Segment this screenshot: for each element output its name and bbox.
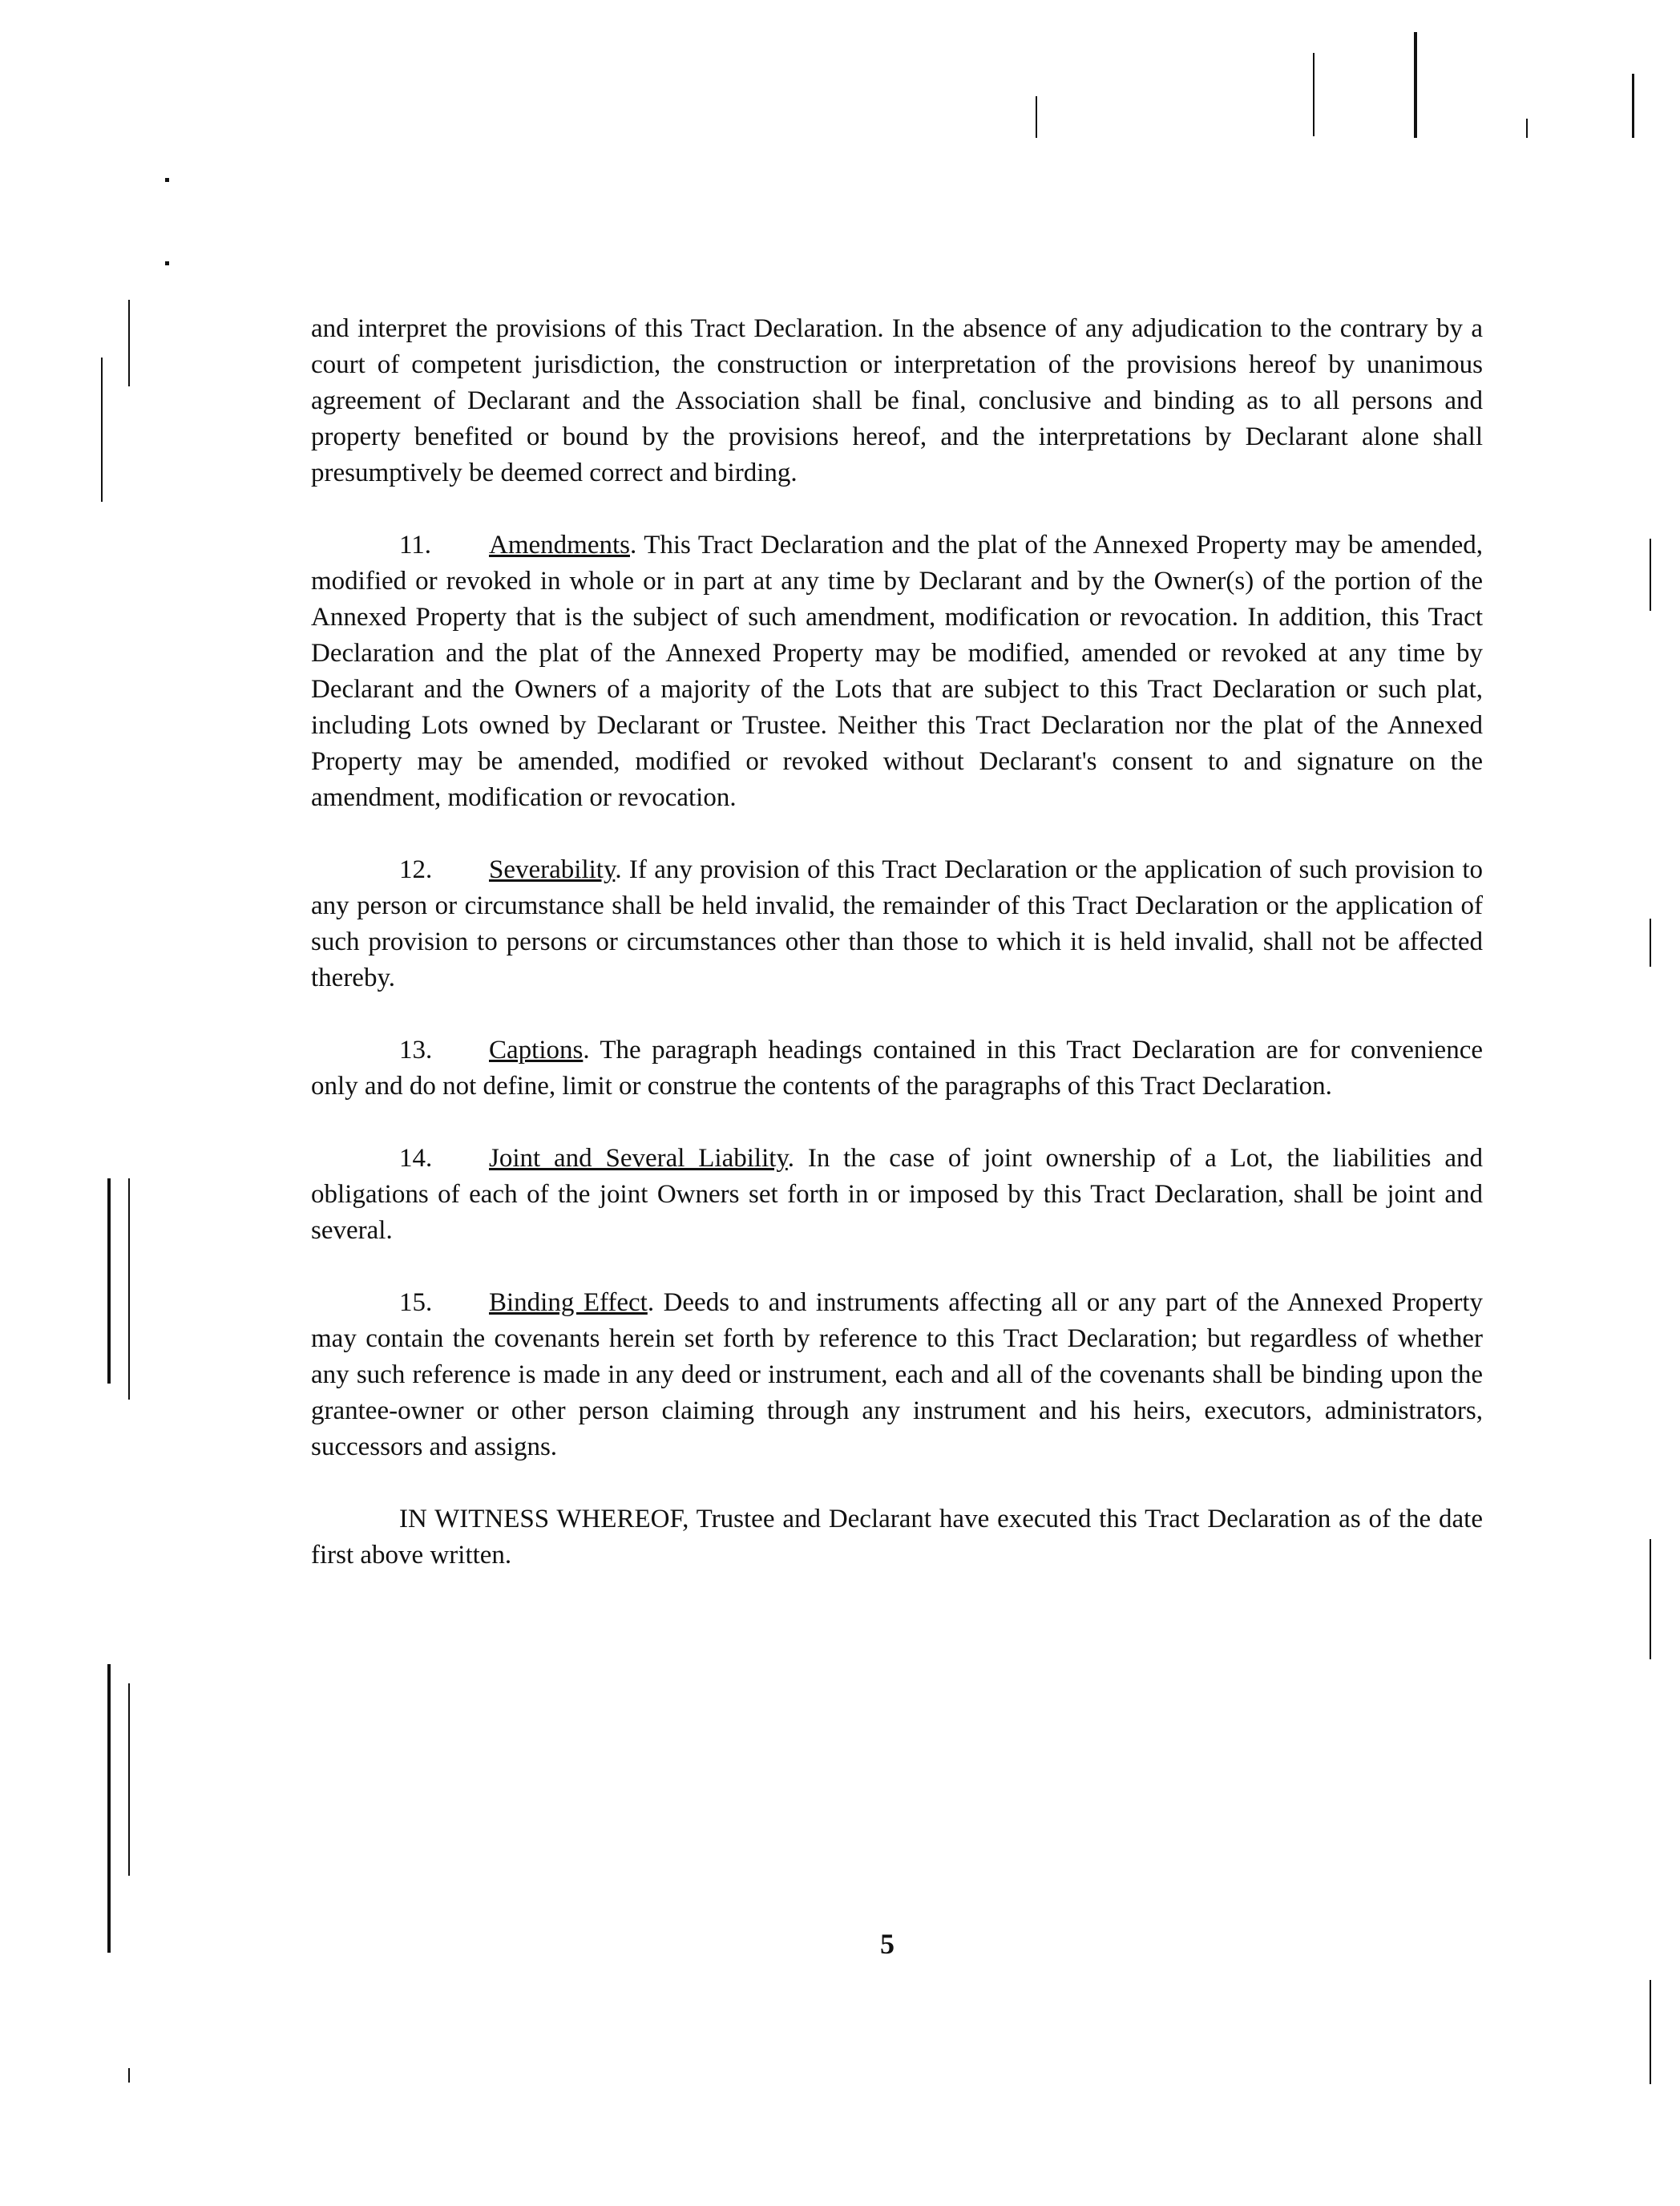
scan-mark-left-6 bbox=[128, 1683, 130, 1876]
section-text: In the case of joint ownership of a Lot, the liabilities and obligations of each of the joint Owners set forth in or imposed by this Tract Declaration, shall be joint and several. bbox=[311, 1144, 1483, 1245]
scan-mark-left-7 bbox=[128, 2068, 130, 2083]
section-12: 12. Severability. If any provision of this Tract Declaration or the application of such provision to any person or circumstance shall be held invalid, the remainder of this Tract Declaration or the application of such provision to persons or circumstances other than those to which it is held invalid, shall not be affected thereby. bbox=[311, 852, 1483, 996]
section-number: 15. bbox=[399, 1288, 433, 1317]
page-number: 5 bbox=[880, 1928, 895, 1960]
scan-mark-left-5 bbox=[107, 1664, 111, 1953]
scan-mark-top-2 bbox=[1313, 53, 1315, 136]
section-number: 14. bbox=[399, 1144, 433, 1173]
scan-mark-left-1 bbox=[128, 300, 130, 386]
section-14: 14. Joint and Several Liability. In the case of joint ownership of a Lot, the liabilities and obligations of each of the joint Owners set forth in or imposed by this Tract Declaration, shall be joint and several. bbox=[311, 1141, 1483, 1249]
witness-paragraph: IN WITNESS WHEREOF, Trustee and Declarant have executed this Tract Declaration as of the date first above written. bbox=[311, 1505, 1483, 1570]
section-15: 15. Binding Effect. Deeds to and instruments affecting all or any part of the Annexed Property may contain the covenants herein set forth by reference to this Tract Declaration; but regardless of whether any such reference is made in any deed or instrument, each and all of the covenants shall be binding upon the grantee-owner or other person claiming through any instrument and his heirs, executors, administrators, successors and assigns. bbox=[311, 1285, 1483, 1465]
scan-mark-right-3 bbox=[1650, 1539, 1651, 1659]
scan-mark-left-3 bbox=[107, 1178, 111, 1384]
document-body bbox=[311, 311, 1483, 1610]
scan-mark-top-5 bbox=[1632, 74, 1634, 138]
section-heading: Amendments bbox=[489, 531, 630, 560]
section-13: 13. Captions. The paragraph headings contained in this Tract Declaration are for convenience only and do not define, limit or construe the contents of the paragraphs of this Tract Declaration. bbox=[311, 1032, 1483, 1105]
section-11: 11. Amendments. This Tract Declaration and the plat of the Annexed Property may be amended, modified or revoked in whole or in part at any time by Declarant and by the Owner(s) of the portion of the Annexed Property that is the subject of such amendment, modification or revocation. In addition, this Tract Declaration and the plat of the Annexed Property may be modified, amended or revoked at any time by Declarant and the Owners of a majority of the Lots that are subject to this Tract Declaration or such plat, including Lots owned by Declarant or Trustee. Neither this Tract Declaration nor the plat of the Annexed Property may be amended, modified or revoked without Declarant's consent to and signature on the amendment, modification or revocation. bbox=[311, 527, 1483, 816]
section-number: 13. bbox=[399, 1036, 433, 1065]
scan-mark-left-2 bbox=[101, 358, 103, 502]
section-heading: Captions bbox=[489, 1036, 584, 1065]
intro-paragraph: and interpret the provisions of this Tract Declaration. In the absence of any adjudication to the contrary by a court of competent jurisdiction, the construction or interpretation of the provisions hereof by unanimous agreement of Declarant and the Association shall be final, conclusive and binding as to all persons and property benefited or bound by the provisions hereof, and the interpretations by Declarant alone shall presumptively be deemed correct and birding. bbox=[311, 314, 1483, 487]
section-text: Deeds to and instruments affecting all or any part of the Annexed Property may contain the covenants herein set forth by reference to this Tract Declaration; but regardless of whether any such reference is made in any deed or instrument, each and all of the covenants shall be binding upon the grantee-owner or other person claiming through any instrument and his heirs, executors, administrators, successors and assigns. bbox=[311, 1288, 1483, 1461]
scan-mark-right-1 bbox=[1650, 539, 1651, 611]
section-text: This Tract Declaration and the plat of the Annexed Property may be amended, modified or revoked in whole or in part at any time by Declarant and by the Owner(s) of the portion of the Annexed Property that is the subject of such amendment, modification or revocation. In addition, this Tract Declaration and the plat of the Annexed Property may be modified, amended or revoked at any time by Declarant and the Owners of a majority of the Lots that are subject to this Tract Declaration or such plat, including Lots owned by Declarant or Trustee. Neither this Tract Declaration nor the plat of the Annexed Property may be amended, modified or revoked without Declarant's consent to and signature on the amendment, modification or revocation. bbox=[311, 531, 1483, 812]
scan-mark-top-1 bbox=[1036, 96, 1037, 138]
section-text: The paragraph headings contained in this Tract Declaration are for convenience only and do not define, limit or construe the contents of the paragraphs of this Tract Declaration. bbox=[311, 1036, 1483, 1101]
scan-mark-left-4 bbox=[128, 1178, 130, 1400]
section-number: 11. bbox=[399, 531, 432, 560]
section-heading: Binding Effect bbox=[489, 1288, 648, 1317]
scan-mark-top-4 bbox=[1526, 119, 1528, 138]
scan-mark-right-4 bbox=[1650, 1980, 1651, 2084]
section-heading: Severability bbox=[489, 855, 616, 884]
scan-mark-right-2 bbox=[1650, 919, 1651, 967]
section-number: 12. bbox=[399, 855, 433, 884]
section-text: If any provision of this Tract Declaration or the application of such provision to any person or circumstance shall be held invalid, the remainder of this Tract Declaration or the application of such provision to persons or circumstances other than those to which it is held invalid, shall not be affected thereby. bbox=[311, 855, 1483, 992]
section-heading: Joint and Several Liability bbox=[489, 1144, 788, 1173]
scan-dot-2 bbox=[165, 261, 169, 265]
scan-mark-top-3 bbox=[1414, 32, 1417, 138]
scan-dot-1 bbox=[165, 178, 169, 182]
